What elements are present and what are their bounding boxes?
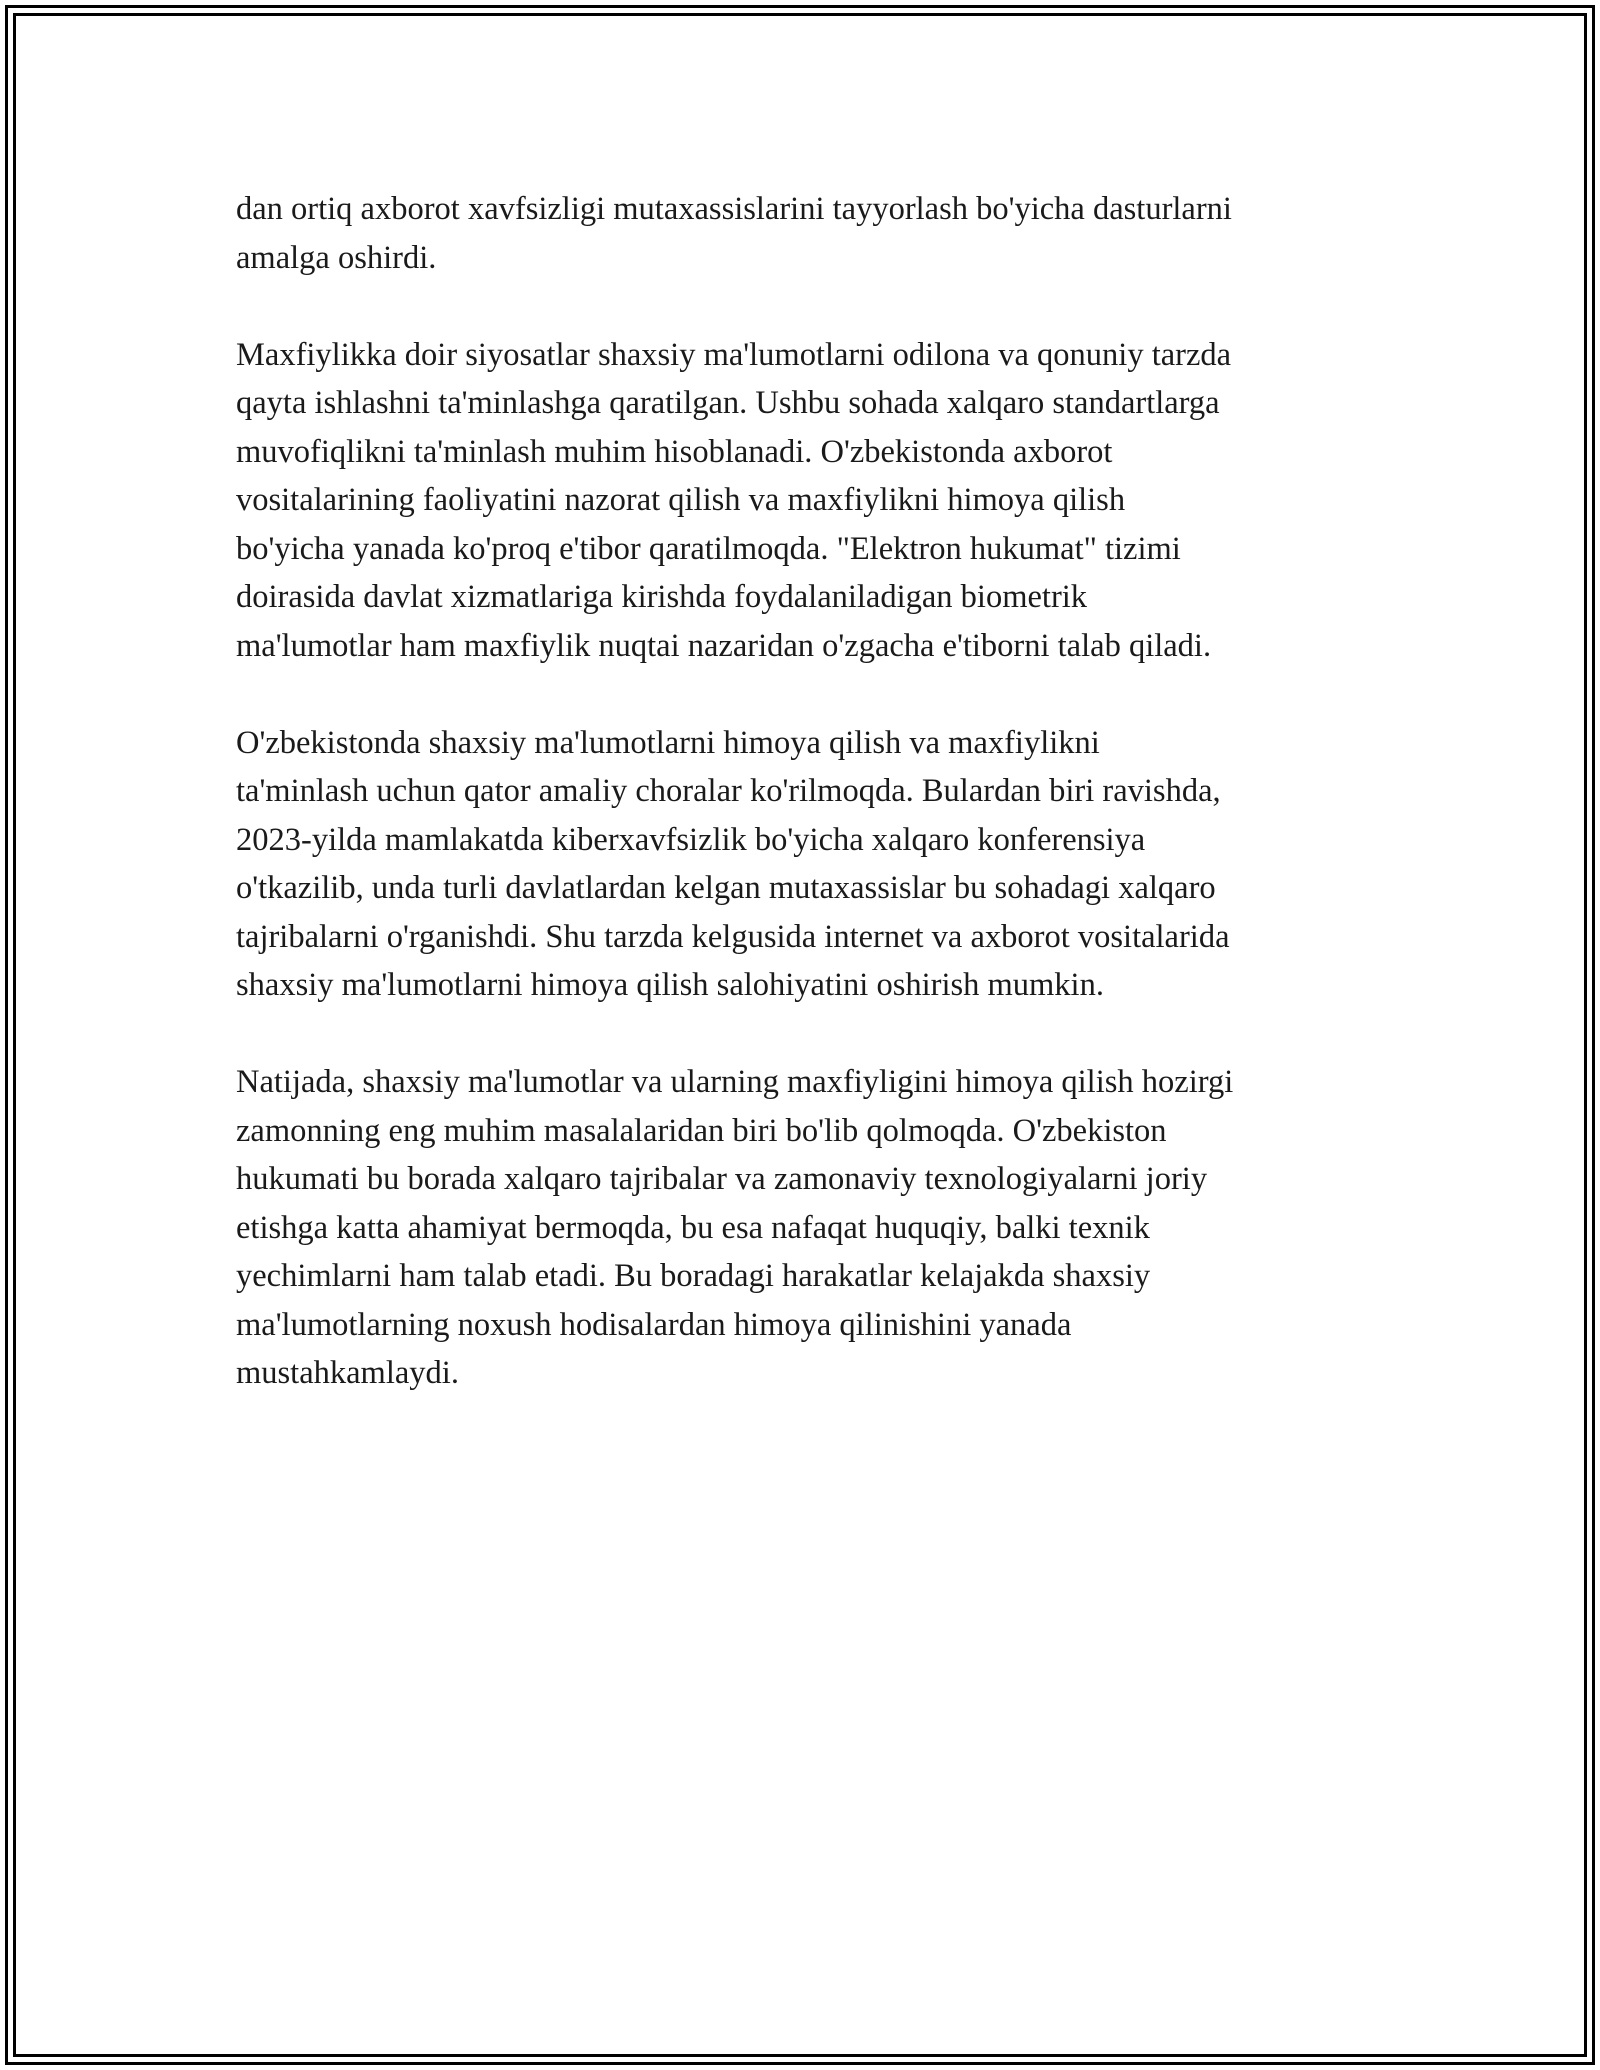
paragraph-practical-measures: O'zbekistonda shaxsiy ma'lumotlarni himoya qilish va maxfiylikni ta'minlash uchun qator amaliy choralar ko'rilmoqda. Bulardan biri ravishda, 2023-yilda mamlakatda kiberxavfsizlik bo'yicha xalqaro konferensiya o'tkazilib, unda turli davlatlardan kelgan mutaxassislar bu sohadagi xalqaro tajribalarni o'rganishdi. Shu tarzda kelgusida internet va axborot vositalarida shaxsiy ma'lumotlarni himoya qilish salohiyatini oshirish mumkin. xyxy=(236,724,1230,1003)
paragraph-privacy-policies: Maxfiylikka doir siyosatlar shaxsiy ma'lumotlarni odilona va qonuniy tarzda qayta ishlashni ta'minlashga qaratilgan. Ushbu sohada xalqaro standartlarga muvofiqlikni ta'minlash muhim hisoblanadi. O'zbekistonda axborot vositalarining faoliyatini nazorat qilish va maxfiylikni himoya qilish bo'yicha yanada ko'proq e'tibor qaratilmoqda. "Elektron hukumat" tizimi doirasida davlat xizmatlariga kirishda foydalaniladigan biometrik ma'lumotlar ham maxfiylik nuqtai nazaridan o'zgacha e'tiborni talab qiladi. xyxy=(236,336,1232,664)
paragraph-conclusion: Natijada, shaxsiy ma'lumotlar va ularning maxfiyligini himoya qilish hozirgi zamonning eng muhim masalalaridan biri bo'lib qolmoqda. O'zbekiston hukumati bu borada xalqaro tajribalar va zamonaviy texnologiyalarni joriy etishga katta ahamiyat bermoqda, bu esa nafaqat huquqiy, balki texnik yechimlarni ham talab etadi. Bu boradagi harakatlar kelajakda shaxsiy ma'lumotlarning noxush hodisalardan himoya qilinishini yanada mustahkamlaydi. xyxy=(236,1064,1234,1391)
paragraph-continuation: dan ortiq axborot xavfsizligi mutaxassislarini tayyorlash bo'yicha dasturlarni amalga oshirdi. xyxy=(236,191,1232,276)
document-body xyxy=(236,185,1366,1446)
